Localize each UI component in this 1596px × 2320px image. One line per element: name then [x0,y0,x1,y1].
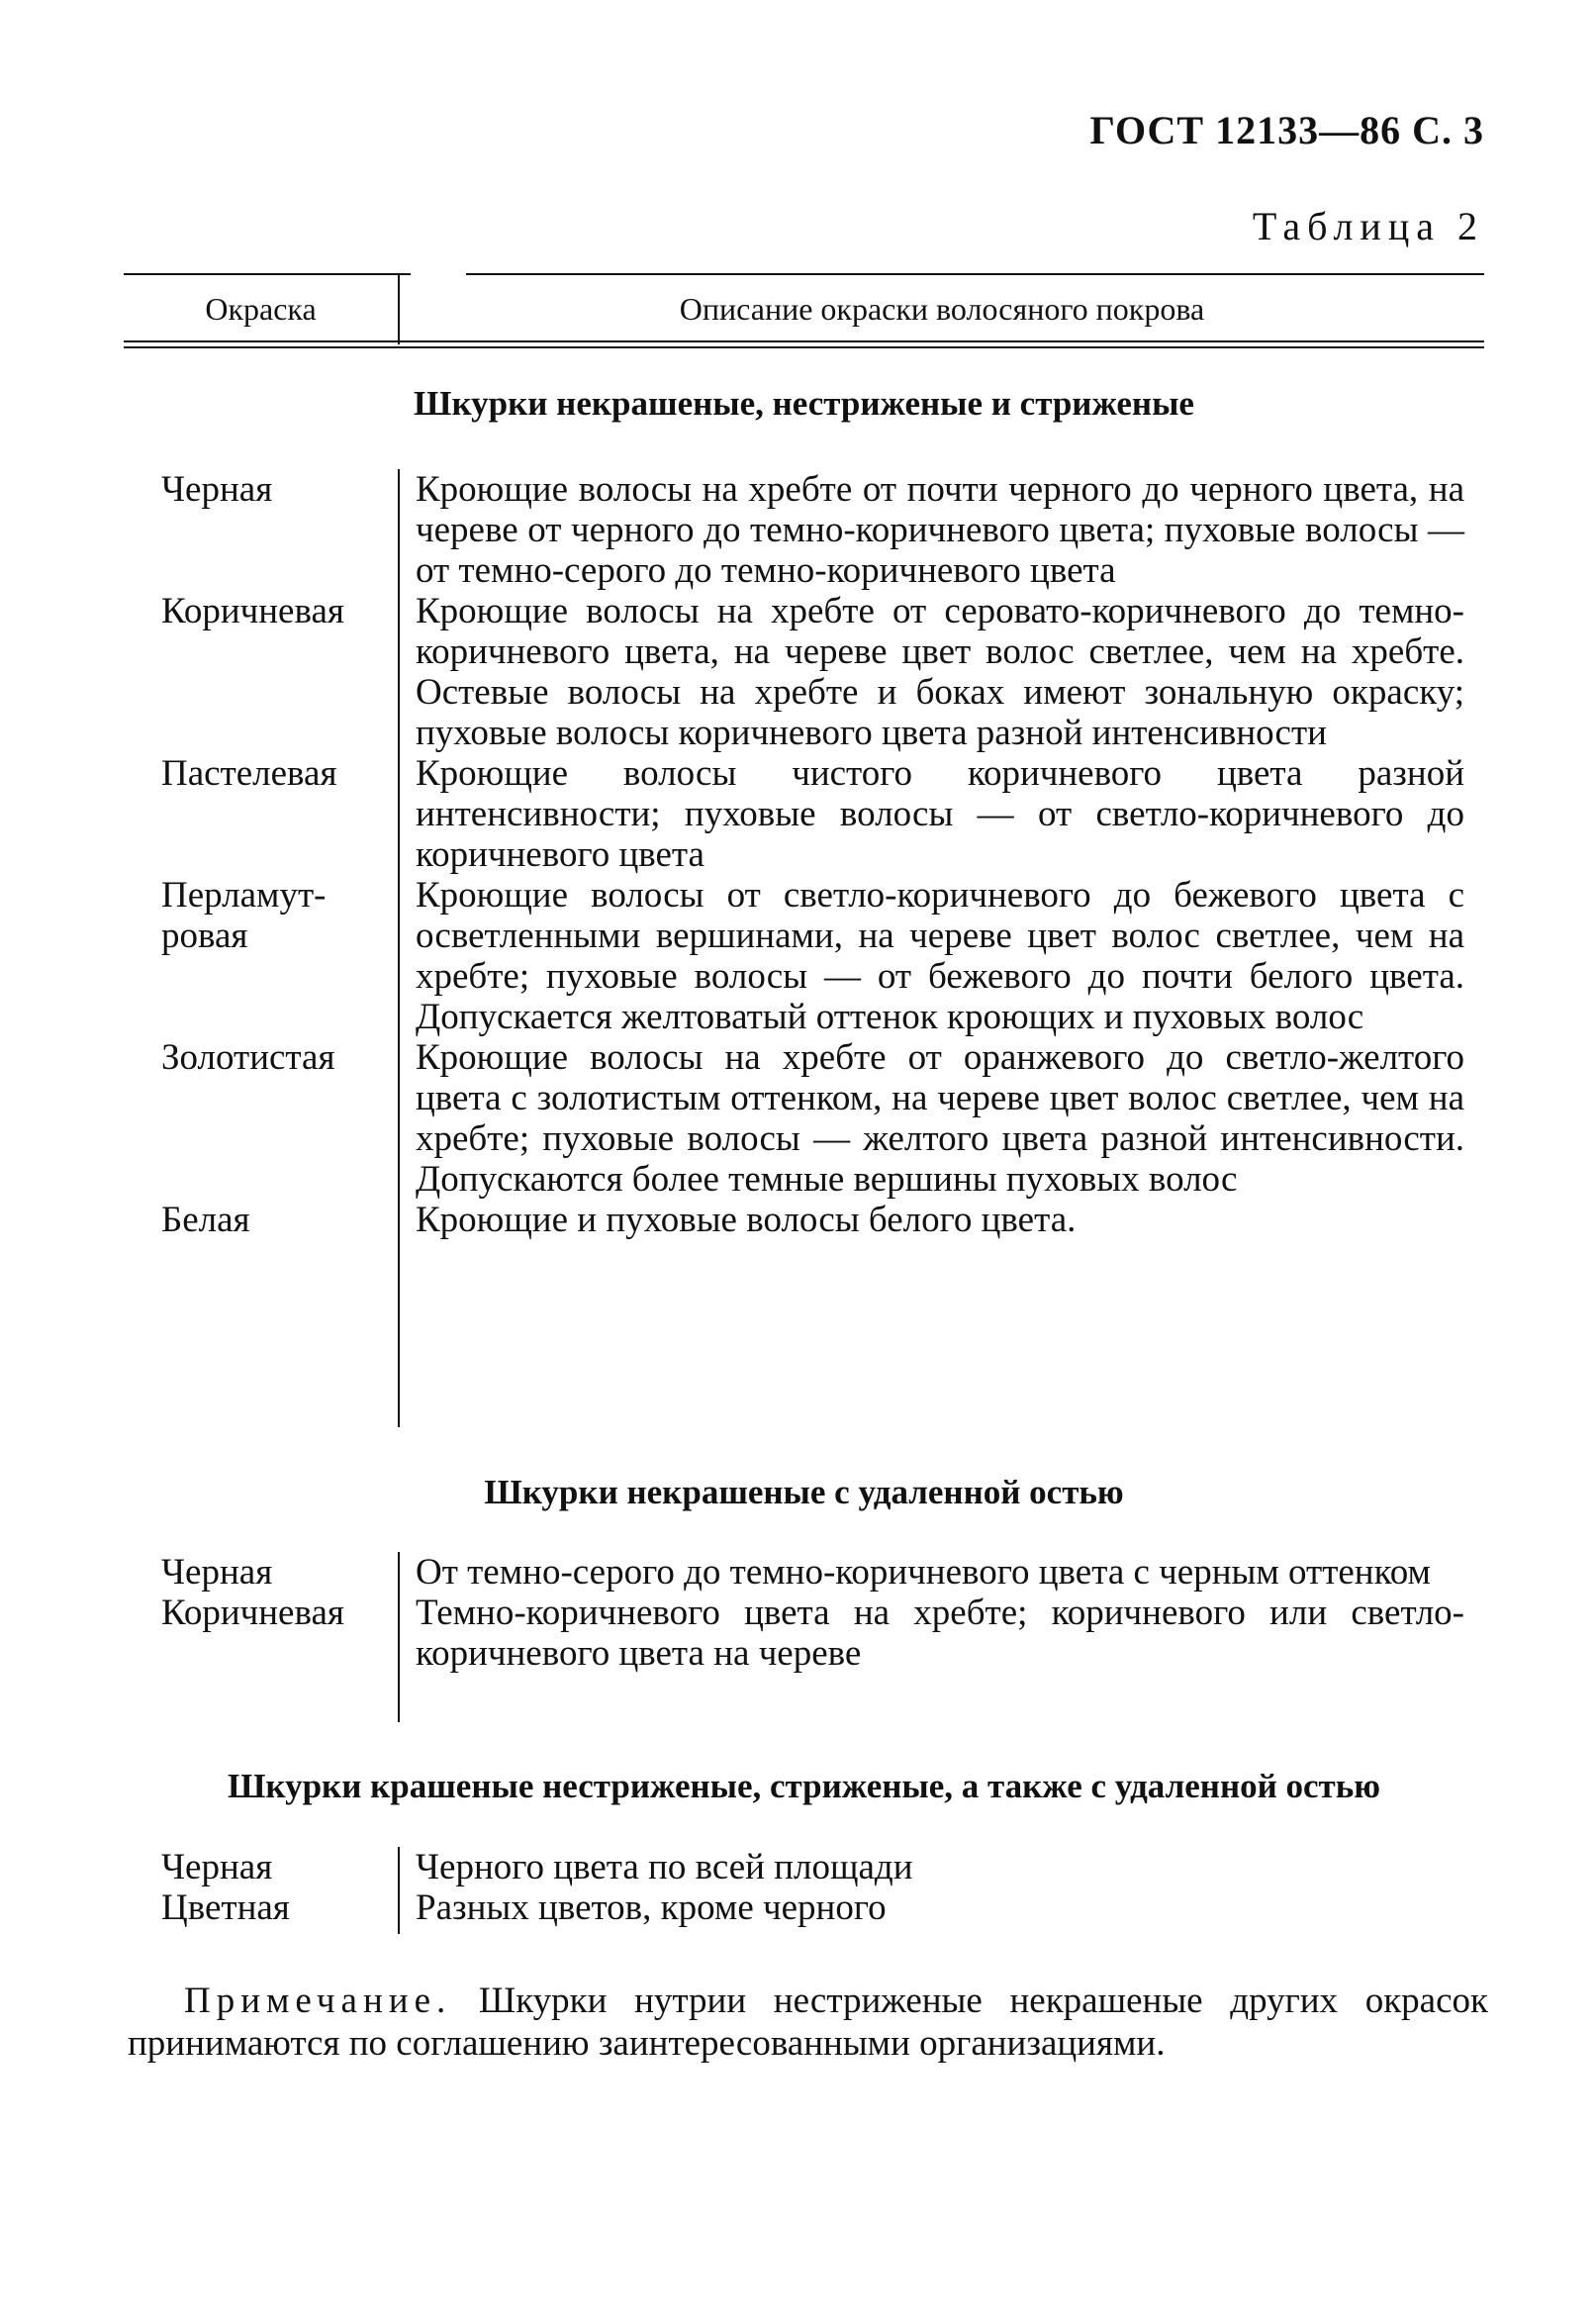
table-row [124,1847,1484,1887]
color-description: От темно-серого до темно-коричневого цвета с черным оттенком [416,1552,1431,1593]
table-row [124,1200,1484,1240]
color-name: Черная [161,469,273,510]
section-heading: Шкурки некрашеные с удаленной остью [484,1473,1124,1511]
color-description: Разных цветов, кроме черного [416,1887,887,1928]
color-name: Черная [161,1552,273,1593]
table-row [124,1593,1484,1674]
color-description: Кроющие и пуховые волосы белого цвета. [416,1200,1077,1240]
note-text: Шкурки нутрии нестриженые некрашеные других окрасок принимаются по соглашению заинтересованными организациями. [128,1981,1488,2064]
header-bottom-rule [124,340,1484,342]
color-name: Коричневая [161,591,344,631]
column-header-color: Окраска [205,291,317,327]
section-heading: Шкурки крашеные нестриженые, стриженые, а также с удаленной остью [227,1767,1381,1805]
color-description: Кроющие волосы на хребте от серовато-коричневого до темно-коричневого цвета, на череве цвет волос светлее, чем на хребте. Остевые волосы на хребте и боках имеют зональную окраску; пуховые волосы коричневого цвета разной интенсивности [416,591,1464,753]
table-row [124,875,1484,1037]
color-description: Кроющие волосы от светло-коричневого до бежевого цвета с осветленными вершинами, на череве цвет волос светлее, чем на хребте; пуховые волосы — от бежевого до почти белого цвета. Допускается желтоватый оттенок кроющих и пуховых волос [416,875,1464,1037]
column-header-description: Описание окраски волосяного покрова [679,291,1205,327]
color-name: Белая [161,1200,250,1240]
table-title: Таблица 2 [1252,204,1484,248]
table-section [124,1552,1484,1674]
color-name: Перламут-ровая [161,875,327,956]
color-description: Кроющие волосы чистого коричневого цвета разной интенсивности; пуховые волосы — от светло-коричневого до коричневого цвета [416,753,1464,875]
color-description: Черного цвета по всей площади [416,1847,913,1887]
color-name: Пастелевая [161,753,337,794]
table-row [124,1552,1484,1593]
table-row [124,591,1484,753]
table-row [124,753,1484,875]
table-header [124,273,1484,344]
header-top-rule [124,273,1484,275]
section-heading: Шкурки некрашеные, нестриженые и стриженые [414,384,1194,423]
document-reference: ГОСТ 12133—86 С. 3 [1089,108,1484,152]
note-label: Примечание. [184,1981,452,2021]
table-section [124,1847,1484,1928]
color-name: Золотистая [161,1037,335,1078]
table-row [124,1887,1484,1928]
table-section [124,469,1484,1240]
header-bottom-rule-double [124,346,1484,348]
color-description: Кроющие волосы на хребте от оранжевого до светло-желтого цвета с золотистым оттенком, на череве цвет волос светлее, чем на хребте; пуховые волосы — желтого цвета разной интенсивности. Допускаются более темные вершины пуховых волос [416,1037,1464,1200]
color-description: Кроющие волосы на хребте от почти черного до черного цвета, на череве от черного до темно-коричневого цвета; пуховые волосы — от темно-серого до темно-коричневого цвета [416,469,1464,591]
color-name: Черная [161,1847,273,1887]
header-rule-gap [411,271,466,279]
color-description: Темно-коричневого цвета на хребте; коричневого или светло-коричневого цвета на череве [416,1593,1464,1674]
table-note [128,1980,1488,2065]
table-row [124,469,1484,591]
color-name: Цветная [161,1887,290,1928]
table-row [124,1037,1484,1200]
color-name: Коричневая [161,1593,344,1633]
